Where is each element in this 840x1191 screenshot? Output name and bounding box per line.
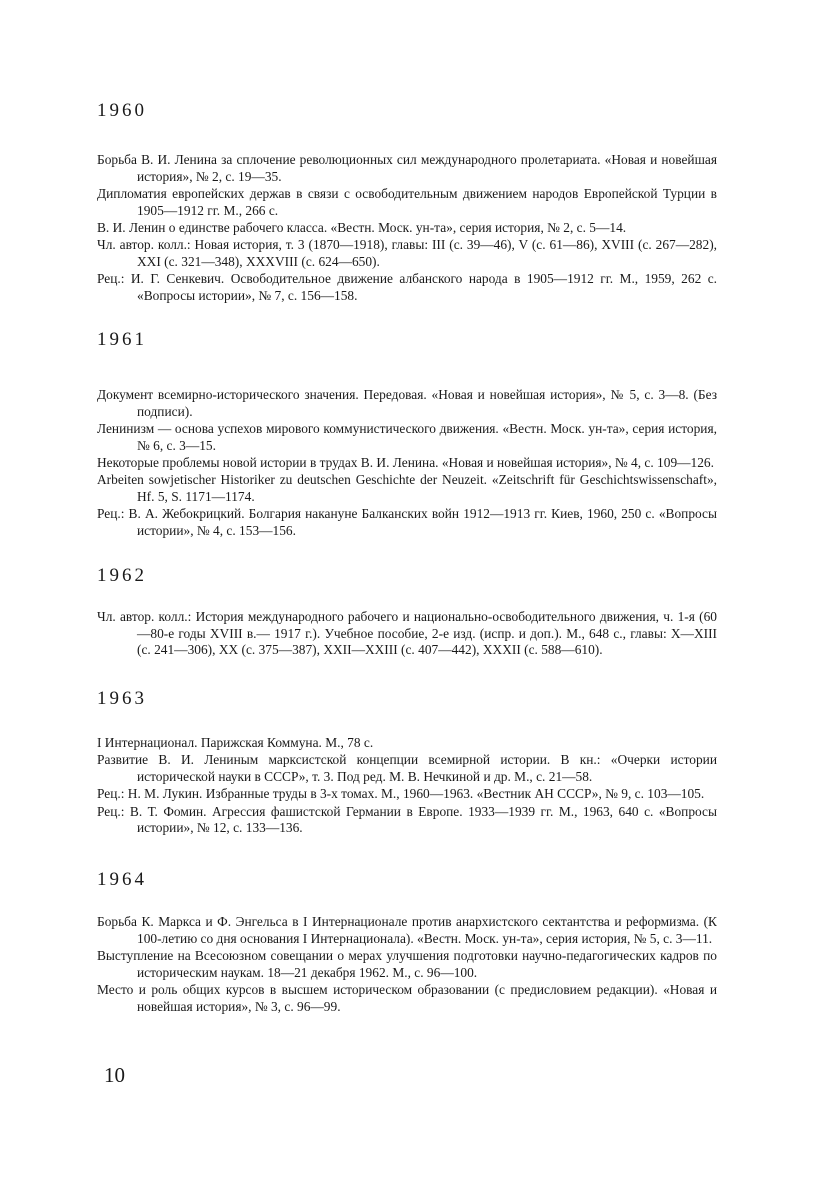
year-section-1963: [97, 688, 717, 838]
bibliography-entry: Выступление на Всесоюзном совещании о мерах улучшения подготовки научно-педагогических кадров по историческим наукам. 18—21 декабря 1962. М., с. 96—100.: [97, 947, 717, 980]
bibliography-entry: Борьба В. И. Ленина за сплочение революционных сил международного пролетариата. «Новая и новейшая история», № 2, с. 19—35.: [97, 152, 717, 184]
bibliography-entry: Ленинизм — основа успехов мирового коммунистического движения. «Вестн. Моск. ун-та», серия история, № 6, с. 3—15.: [97, 420, 717, 453]
bibliography-entry: Рец.: Н. М. Лукин. Избранные труды в 3-х томах. М., 1960—1963. «Вестник АН СССР», № 9, с. 103—105.: [97, 786, 705, 802]
year-heading: 1963: [97, 688, 147, 709]
entry-list: [97, 152, 717, 305]
year-heading: 1962: [97, 565, 147, 586]
bibliography-entry: Чл. автор. колл.: Новая история, т. 3 (1870—1918), главы: III (с. 39—46), V (с. 61—86), XVIII (с. 267—282), XXI (с. 321—348), XXXVIII (с. 624—650).: [97, 237, 717, 269]
bibliography-entry: Arbeiten sowjetischer Historiker zu deutschen Geschichte der Neuzeit. «Zeitschrift für Geschichtswissenschaft», Hf. 5, S. 1171—1174.: [97, 472, 717, 504]
bibliography-entry: Развитие В. И. Лениным марксистской концепции всемирной истории. В кн.: «Очерки истории исторической науки в СССР», т. 3. Под ред. М. В. Нечкиной и др. М., с. 21—58.: [97, 752, 717, 784]
year-heading: 1964: [97, 869, 147, 890]
bibliography-entry: Некоторые проблемы новой истории в трудах В. И. Ленина. «Новая и новейшая история», № 4, с. 109—126.: [97, 454, 714, 470]
year-section-1960: [97, 100, 717, 305]
bibliography-entry: Рец.: В. Т. Фомин. Агрессия фашистской Германии в Европе. 1933—1939 гг. М., 1963, 640 с. «Вопросы истории», № 12, с. 133—136.: [97, 803, 717, 836]
page-number: 10: [104, 1063, 125, 1087]
entry-list: [97, 387, 717, 540]
entry-list: [97, 609, 717, 659]
year-heading: 1961: [97, 329, 147, 350]
bibliography-entry: Рец.: В. А. Жебокрицкий. Болгария накануне Балканских войн 1912—1913 гг. Киев, 1960, 250 с. «Вопросы истории», № 4, с. 153—156.: [97, 506, 717, 538]
bibliography-entry: Борьба К. Маркса и Ф. Энгельса в I Интернационале против анархистского сектантства и реформизма. (К 100-летию со дня основания I Интернационала). «Вестн. Моск. ун-та», серия история, № 5, с. 3—11.: [97, 914, 717, 946]
year-section-1961: [97, 329, 717, 540]
bibliography-entry: Чл. автор. колл.: История международного рабочего и национально-освободительного движения, ч. 1-я (60—80-е годы XVIII в.— 1917 г.). Учебное пособие, 2-е изд. (испр. и доп.). М., 648 с., главы: X—XIII (с. 241—306), XX (с. 375—387), XXII—XXIII (с. 407—442), XXXII (с. 588—610).: [97, 609, 717, 658]
year-section-1962: [97, 565, 717, 660]
bibliography-entry: В. И. Ленин о единстве рабочего класса. «Вестн. Моск. ун-та», серия история, № 2, с. 5—14.: [97, 219, 627, 235]
bibliography-entry: Рец.: И. Г. Сенкевич. Освободительное движение албанского народа в 1905—1912 гг. М., 1959, 262 с. «Вопросы истории», № 7, с. 156—158.: [97, 271, 717, 303]
bibliography-entry: Место и роль общих курсов в высшем историческом образовании (с предисловием редакции). «Новая и новейшая история», № 3, с. 96—99.: [97, 981, 717, 1014]
entry-list: [97, 735, 717, 837]
bibliography-entry: Дипломатия европейских держав в связи с освободительным движением народов Европейской Турции в 1905—1912 гг. М., 266 с.: [97, 185, 717, 218]
bibliography-entry: I Интернационал. Парижская Коммуна. М., 78 с.: [97, 735, 374, 750]
entry-list: [97, 914, 717, 1015]
year-heading: 1960: [97, 100, 147, 121]
year-section-1964: [97, 869, 717, 1016]
bibliography-entry: Документ всемирно-исторического значения. Передовая. «Новая и новейшая история», № 5, с. 3—8. (Без подписи).: [97, 387, 717, 419]
